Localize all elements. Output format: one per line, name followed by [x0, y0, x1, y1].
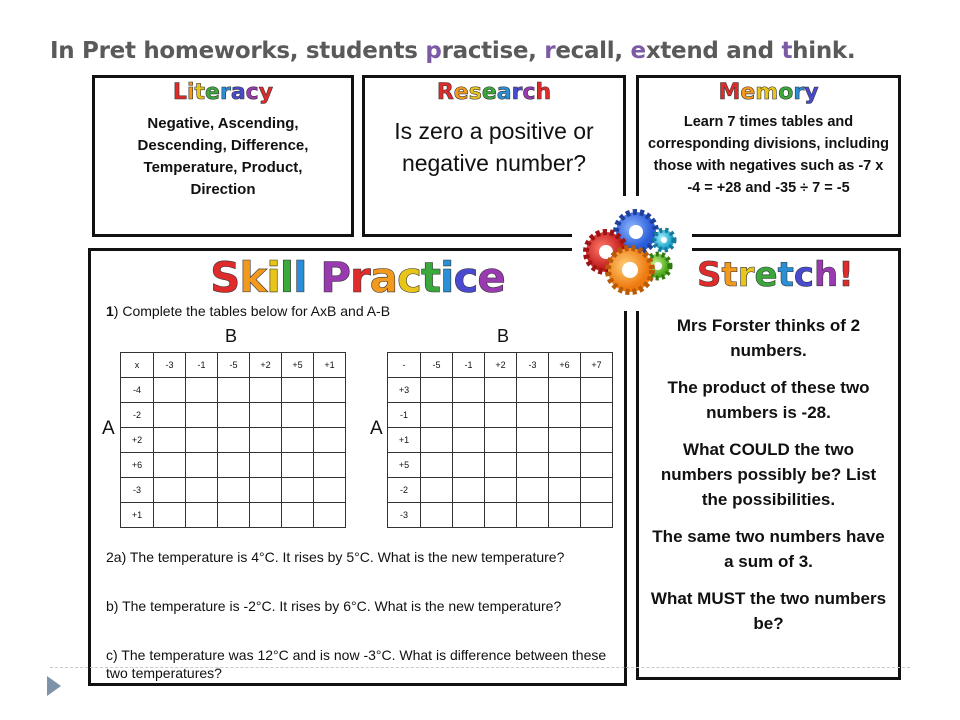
axb-table-header-cell: x: [121, 353, 154, 378]
a-minus-b-table-answer-cell: [485, 478, 517, 503]
literacy-title: Literacy: [172, 80, 274, 105]
a-minus-b-table-row: [388, 378, 613, 403]
a-minus-b-table-answer-cell: [485, 403, 517, 428]
a-minus-b-table-answer-cell: [549, 478, 581, 503]
a-minus-b-table-answer-cell: [517, 503, 549, 528]
axb-table-answer-cell: [250, 503, 282, 528]
axb-table-header-cell: -1: [186, 353, 218, 378]
a-minus-b-table-row: [388, 403, 613, 428]
research-question: Is zero a positive or negative number?: [394, 118, 594, 176]
stretch-p5: What MUST the two numbers be?: [650, 589, 887, 633]
literacy-box: [92, 75, 354, 237]
axb-table-answer-cell: [154, 403, 186, 428]
page-headline: In Pret homeworks, students practise, recall, extend and think.: [50, 38, 856, 64]
a-minus-b-table-answer-cell: [485, 428, 517, 453]
axb-table-answer-cell: [218, 428, 250, 453]
axb-table-answer-cell: [314, 503, 346, 528]
axb-table-row: [121, 403, 346, 428]
skill-title: Skill Practice: [210, 253, 505, 302]
a-minus-b-table-header-cell: +7: [581, 353, 613, 378]
axb-table-answer-cell: [314, 428, 346, 453]
axb-table-row: [121, 453, 346, 478]
axb-table-answer-cell: [154, 478, 186, 503]
axb-table-answer-cell: [250, 378, 282, 403]
a-minus-b-table-answer-cell: [421, 403, 453, 428]
a-minus-b-table-answer-cell: [549, 453, 581, 478]
a-minus-b-table-answer-cell: [453, 478, 485, 503]
axb-table-header-cell: +2: [250, 353, 282, 378]
a-minus-b-table-answer-cell: [581, 403, 613, 428]
axb-table-answer-cell: [218, 453, 250, 478]
axb-table-answer-cell: [186, 503, 218, 528]
axb-table-answer-cell: [314, 378, 346, 403]
a-minus-b-table-answer-cell: [453, 453, 485, 478]
a-minus-b-table-answer-cell: [485, 503, 517, 528]
axb-table-header-cell: -5: [218, 353, 250, 378]
a-minus-b-table-row: [388, 453, 613, 478]
a-minus-b-table-answer-cell: [421, 453, 453, 478]
a-minus-b-table-answer-cell: [549, 428, 581, 453]
a-minus-b-table-answer-cell: [453, 428, 485, 453]
axb-table-answer-cell: [250, 478, 282, 503]
stretch-box: [636, 248, 901, 680]
a-minus-b-table-row-header: -2: [388, 478, 421, 503]
a-minus-b-table-answer-cell: [485, 453, 517, 478]
axb-table-row: [121, 378, 346, 403]
stretch-p3: What COULD the two numbers possibly be? List the possibilities.: [660, 440, 877, 509]
q2c-text: c) The temperature was 12°C and is now -3°C. What is difference between these two temperatures?: [106, 647, 607, 681]
a-minus-b-table-answer-cell: [453, 378, 485, 403]
stretch-p1: Mrs Forster thinks of 2 numbers.: [676, 316, 861, 360]
a-minus-b-table-answer-cell: [581, 453, 613, 478]
table1-row-label: A: [102, 418, 115, 439]
a-minus-b-table-answer-cell: [421, 503, 453, 528]
q2b-text: b) The temperature is -2°C. It rises by 6°C. What is the new temperature?: [106, 598, 562, 614]
axb-table-answer-cell: [154, 503, 186, 528]
a-minus-b-table-header-cell: -: [388, 353, 421, 378]
axb-table-answer-cell: [154, 428, 186, 453]
a-minus-b-table-row-header: +5: [388, 453, 421, 478]
a-minus-b-table-answer-cell: [549, 403, 581, 428]
a-minus-b-table-header-cell: +2: [485, 353, 517, 378]
memory-text: [639, 105, 898, 199]
axb-table-answer-cell: [282, 428, 314, 453]
a-minus-b-table-answer-cell: [517, 428, 549, 453]
stretch-p2: The product of these two numbers is -28.: [667, 378, 870, 422]
a-minus-b-table-answer-cell: [453, 503, 485, 528]
a-minus-b-table-answer-cell: [485, 378, 517, 403]
axb-table-answer-cell: [186, 428, 218, 453]
axb-table: [120, 352, 346, 528]
slide-arrow-icon: [47, 676, 61, 700]
a-minus-b-table-header-cell: +6: [549, 353, 581, 378]
a-minus-b-table-answer-cell: [517, 453, 549, 478]
a-minus-b-table-row-header: +1: [388, 428, 421, 453]
axb-table-answer-cell: [186, 403, 218, 428]
a-minus-b-table-row-header: -1: [388, 403, 421, 428]
gears-icon: [572, 196, 692, 311]
axb-table-answer-cell: [282, 478, 314, 503]
axb-table-answer-cell: [314, 453, 346, 478]
a-minus-b-table-answer-cell: [421, 478, 453, 503]
a-minus-b-table-row: [388, 478, 613, 503]
a-minus-b-table-answer-cell: [517, 478, 549, 503]
a-minus-b-table-header-cell: -1: [453, 353, 485, 378]
a-minus-b-table-answer-cell: [453, 403, 485, 428]
a-minus-b-table-answer-cell: [549, 378, 581, 403]
literacy-words: Negative, Ascending, Descending, Difference, Temperature, Product, Direction: [137, 115, 309, 198]
a-minus-b-table-answer-cell: [421, 378, 453, 403]
a-minus-b-table-row-header: +3: [388, 378, 421, 403]
a-minus-b-table-header-cell: -5: [421, 353, 453, 378]
axb-table-answer-cell: [282, 378, 314, 403]
memory-line1: Learn 7 times tables and corresponding divisions, including those with negatives such as: [648, 114, 889, 174]
axb-table-answer-cell: [218, 403, 250, 428]
a-minus-b-table-header-cell: -3: [517, 353, 549, 378]
axb-table-row: [121, 478, 346, 503]
axb-table-row-header: +2: [121, 428, 154, 453]
axb-table-answer-cell: [282, 503, 314, 528]
axb-table-header-cell: -3: [154, 353, 186, 378]
memory-line2: -7 x -4 = +28 and -35 ÷ 7 = -5: [687, 158, 884, 196]
memory-title: Memory: [718, 80, 819, 105]
axb-table-answer-cell: [218, 478, 250, 503]
a-minus-b-table-answer-cell: [581, 428, 613, 453]
table2-row-label: A: [370, 418, 383, 439]
axb-table-answer-cell: [314, 478, 346, 503]
q2a-text: 2a) The temperature is 4°C. It rises by 5°C. What is the new temperature?: [106, 549, 565, 565]
axb-table-row-header: -4: [121, 378, 154, 403]
axb-table-row: [121, 428, 346, 453]
a-minus-b-table-row: [388, 428, 613, 453]
axb-table-header-row: [121, 353, 346, 378]
axb-table-answer-cell: [218, 503, 250, 528]
axb-table-answer-cell: [154, 378, 186, 403]
axb-table-row-header: +1: [121, 503, 154, 528]
axb-table-row-header: -3: [121, 478, 154, 503]
stretch-p4: The same two numbers have a sum of 3.: [652, 527, 885, 571]
a-minus-b-table: [387, 352, 613, 528]
research-title: Research: [436, 80, 552, 105]
axb-table-answer-cell: [154, 453, 186, 478]
a-minus-b-table-row-header: -3: [388, 503, 421, 528]
axb-table-answer-cell: [250, 403, 282, 428]
axb-table-header-cell: +5: [282, 353, 314, 378]
axb-table-answer-cell: [218, 378, 250, 403]
a-minus-b-table-answer-cell: [517, 403, 549, 428]
axb-table-header-cell: +1: [314, 353, 346, 378]
table1-col-label: B: [225, 326, 238, 346]
a-minus-b-table-row: [388, 503, 613, 528]
stretch-title: Stretch!: [697, 255, 854, 295]
a-minus-b-table-answer-cell: [581, 378, 613, 403]
axb-table-answer-cell: [250, 453, 282, 478]
axb-table-answer-cell: [282, 453, 314, 478]
a-minus-b-table-answer-cell: [517, 378, 549, 403]
axb-table-answer-cell: [186, 478, 218, 503]
axb-table-row-header: -2: [121, 403, 154, 428]
q1-text: 1) Complete the tables below for AxB and A-B: [106, 303, 391, 319]
a-minus-b-table-answer-cell: [421, 428, 453, 453]
axb-table-answer-cell: [314, 403, 346, 428]
axb-table-answer-cell: [250, 428, 282, 453]
table2-col-label: B: [497, 326, 510, 346]
a-minus-b-table-header-row: [388, 353, 613, 378]
stretch-content: [649, 313, 888, 648]
axb-table-answer-cell: [186, 378, 218, 403]
axb-table-row: [121, 503, 346, 528]
axb-table-answer-cell: [186, 453, 218, 478]
axb-table-row-header: +6: [121, 453, 154, 478]
axb-table-answer-cell: [282, 403, 314, 428]
a-minus-b-table-answer-cell: [581, 478, 613, 503]
footer-divider: [50, 667, 910, 668]
a-minus-b-table-answer-cell: [581, 503, 613, 528]
a-minus-b-table-answer-cell: [549, 503, 581, 528]
